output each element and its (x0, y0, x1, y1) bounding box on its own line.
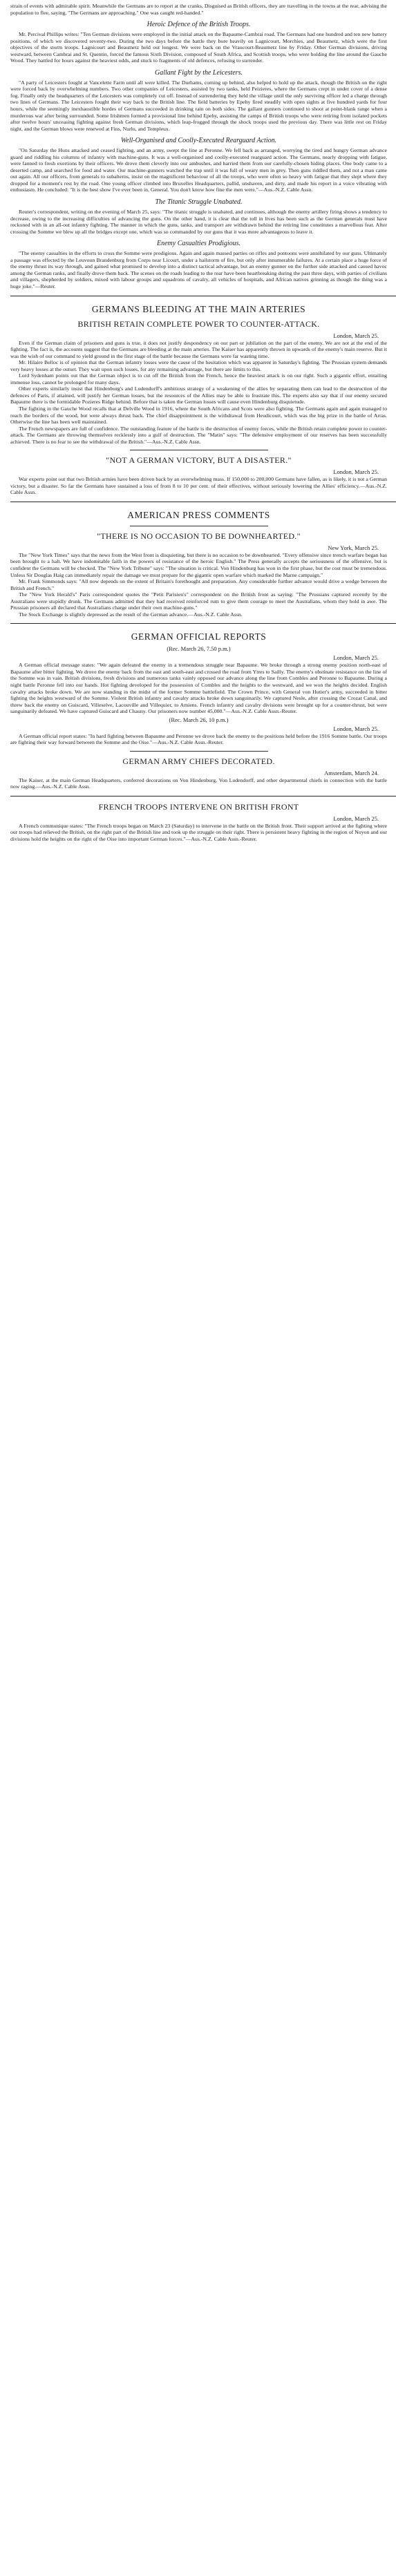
dateline-new-york: New York, March 25. (328, 544, 379, 551)
article-paragraph: The Stock Exchange is slightly depressed as the result of the German advance.—Aus.-N.Z. Cable Assn. (19, 611, 243, 618)
headline-german-official-reports: GERMAN OFFICIAL REPORTS (131, 631, 267, 642)
subheading-rearguard: Well-Organised and Coolly-Executed Rearguard Action. (120, 137, 277, 145)
intro-paragraph: strain of events with admirable spirit. Meanwhile the Germans are to report at the cranks, Disguised as British officers, they are travelling in the towns at the rear, advising the population to flee, saying, "The Germans are approaching." One was caught red-handed." (10, 3, 387, 16)
subheading-titanic-struggle: The Titanic Struggle Unabated. (155, 198, 243, 207)
section-divider (130, 751, 268, 752)
headline-american-press: AMERICAN PRESS COMMENTS (127, 509, 270, 520)
dateline-london: London, March 25. (333, 332, 379, 339)
dateline-london: London, March 25. (333, 725, 379, 732)
article-paragraph: The "New York Herald's" Paris correspondent quotes the "Petit Parisien's" correspondent on the British front as saying: "The Prussians captured recently by the Australians were stupidly drunk. The Germans admitted that they had received reinforced rum to give them courage to meet the Australians, whom they hold in awe. The Prussian prisoners all declared that Australians charge under their own machine-guns." (10, 591, 387, 611)
article-not-a-victory (10, 455, 387, 496)
article-paragraph: A French communique states: "The French troops began on March 23 (Saturday) to intervene in the battle on the British front. Their support arrived at the fighting where our troops had relieved the British, on the right part of the British line and took up the struggle on their right. There is persistent heavy fighting in the region of Noyon and our divisions hold the heights on the right of the Oise into important German forces."—Aus.-N.Z. Cable Assn.-Reuter. (10, 822, 387, 843)
article-french-troops (10, 802, 387, 843)
battle-report-continuation (10, 3, 387, 290)
paragraph-leicesters: "A party of Leicesters fought at Vancelette Farm until all were killed. The Durhams, coming up behind, also helped to hold up the attack, though the British on the right were forced back by overwhelming numbers. Two other companies of Leicesters, assisted by two tanks, held Peizieres, where the Germans crept in under cover of a dense fog. Finally only the headquarters of the Leicesters was completely cut off. Instead of surrendering they held the village until the only surviving officer led a charge through two lines of Germans. The Leicesters fought their way back to the British line. The field batteries by Epehy fired steadily with open sights at five hundred yards for four hours, while the seemingly inexhaustible hordes of Germans succeeded in drinking rain on both sides. The gallant gunners continued to shoot at point-blank range when a murderous war after being surrounded. Some Irishmen formed a provisional line behind Epehy, assisting the camps of British troops who were retiring from isolated pockets after twelve hours' unceasing fighting against fresh German divisions, which leap-frogged through the shock troops used the previous day. There was little rest on Friday night, and the German blows were renewed at Fins, Nurlu, and Templeux. (10, 79, 387, 132)
headline-not-a-victory: "NOT A GERMAN VICTORY, BUT A DISASTER." (106, 455, 292, 466)
headline-army-chiefs-decorated: GERMAN ARMY CHIEFS DECORATED. (122, 756, 275, 766)
article-paragraph: The French newspapers are full of confidence. The outstanding feature of the battle is the destruction of enemy forces, while the British retain complete power to counter-attack. The Germans are throwing themselves recklessly into a gulf of destruction. The "Matin" says: "The defensive employment of our reserves has been successfully achieved. There is no fear to see the withdrawal of the British."—Aus.-N.Z. Cable Assn. (10, 425, 387, 445)
article-paragraph: Mr. Hilaire Belloc is of opinion that the German infantry losses were the cause of the hesitation which was apparent in Saturday's fighting. The Prussian system demands very heavy losses at the outset. They wait upon such losses, for any remaining advantage, but there are limits to this. (10, 359, 387, 372)
article-paragraph: Mr. Frank Simmonds says: "All now depends on the extent of Britain's forethought and preparation. Any considerable further advance would drive a wedge between the British and French." (10, 578, 387, 591)
article-german-official-reports (10, 631, 387, 745)
dateline-london: London, March 25. (333, 654, 379, 662)
dateline-london: London, March 25. (333, 468, 379, 476)
subheading-heroic-defence: Heroic Defence of the British Troops. (147, 21, 251, 29)
article-paragraph: Other experts similarly insist that Hindenburg's and Ludendorff's ambitious strategy of a weakening of the allies by separating them can lead to the destruction of the defences of Paris, if attained, will justify her German losses, but the resources of the Allies may be able to frustrate this. The experts also say that if our enemy secured Bapaume there is the formidable Pozieres Ridge behind. Before that is taken the German losses will cause even Hindenburg disquietude. (10, 385, 387, 406)
headline-germans-bleeding: GERMANS BLEEDING AT THE MAIN ARTERIES (91, 303, 306, 314)
subheading-enemy-casualties: Enemy Casualties Prodigious. (156, 240, 241, 248)
dateline-amsterdam: Amsterdam, March 24. (324, 769, 379, 776)
headline-french-troops: FRENCH TROOPS INTERVENE ON BRITISH FRONT (98, 801, 299, 812)
article-army-chiefs-decorated (10, 756, 387, 790)
received-time: (Rec. March 26, 10 p.m.) (169, 716, 229, 723)
subheadline-british-retain: BRITISH RETAIN COMPLETE POWER TO COUNTER-ATTACK. (77, 318, 320, 329)
article-germans-bleeding (10, 303, 387, 446)
article-paragraph: The fighting in the Gauche Wood recalls that at Delville Wood in 1916, where the South Africans and Scots were also fighting. The Germans again and again managed to reach the borders of the wood, but were always thrust back. The chief disappointment is the withdrawal from Heudicourt, which was the big prize in the battle of Arras. Otherwise the line has been well maintained. (10, 405, 387, 426)
article-paragraph: War experts point out that two British armies have been driven back by an overwhelming mass. If 150,000 to 200,000 Germans have fallen, as is likely, it is not a German victory, but a disaster. So far the Germans have sustained a loss of from 8 to 10 per cent. of their effectives, without seriously lowering the Allies' efficiency.—Aus.-N.Z. Cable Assn. (10, 476, 387, 496)
article-paragraph: A German official report states: "In hard fighting between Bapaume and Peronne we drove back the enemy to the positions held before the 1916 Somme battle. Our troops are fighting their way forward between the Somme and the Oise."—Aus.-N.Z. Cable Assn.-Reuter. (10, 732, 387, 746)
subheading-leicesters: Gallant Fight by the Leicesters. (155, 68, 243, 77)
paragraph-rearguard: "On Saturday the Huns attacked and ceased fighting, and an army, swept the line at Peronne. We fell back as arranged, worrying the tired and hungry German advance guard and riddling his columns of infantry with machine-guns. It was a well-organised and coolly-executed rearguard action. The Germans, nearly dropping with fatigue, were fanned to fresh exertions by their officers. We drove them cleverly into our ambushes, and harried them from our carefully-chosen hiding places. One body came to a deserted camp, and searched for food and water. Our machine-gunners watched the trap until it was full of weary men in grey. Then guns riddled them, and not a man came out again. All our officers, from generals to subalterns, insist on the magnificent behaviour of all the troops, who were often so heavy with fatigue that they slept where they dropped for a moment's rest by the road. One young officer climbed into Bruxelles Headquarters, pallid, unshaven, and dirty, and made his report in a voice vibrating with enthusiasm. He concluded: "It is the best show I've ever been in, General. You don't know how fine the men were."—Aus.-N.Z. Cable Assn. (10, 147, 387, 193)
section-divider (10, 623, 396, 624)
article-paragraph: The "New York Times" says that the news from the West front is disquieting, but there is no occasion to be downhearted. "Every offensive since trench warfare began has been brought to a halt. We have indomitable faith in the powers of resistance of the heroic English." The Press generally accepts the seriousness of the offensive, but is confident the Germans will be checked. The "New York Tribune" says: "The situation is critical. Von Hindenburg has won in the first phase, but the cost must be tremendous. Unless Sir Douglas Haig can immediately repair the damage we must prepare for the gigantic open warfare which marked the Marne campaign." (10, 551, 387, 578)
article-american-press (10, 509, 387, 618)
article-paragraph: Even if the German claim of prisoners and guns is true, it does not justify despondency on our part or jubilation on the part of the enemy. We are not at the end of the fighting. The fact is, the accounts suggest that the Germans are bleeding at the main arteries. The Kaiser has apparently thrown in upwards of the enemy's main reserve. But it was the wish of our command to yield ground in the first stage of the battle because the Germans were far wasting time. (10, 339, 387, 359)
paragraph-titanic-struggle: Reuter's correspondent, writing on the evening of March 25, says: "The titanic struggle is unabated, and continues, although the enemy artillery firing shows a tendency to decrease, owing to the increasing difficulties of advancing the guns. On the other hand, it is clear that the toll in lives has been such as the German generals must have reckoned with in an all-out infantry fighting. The manner in which the guns, tanks, and transport are withdrawn behind the retiring line constitutes a marvellous feat. After crossing the Somme we blew up all the bridges except one, which was so commanded by our guns that it was more advantageous to leave it. (10, 209, 387, 235)
paragraph-enemy-casualties: "The enemy casualties in the efforts to cross the Somme were prodigious. Again and again massed parties on rifles and pontoons were annihilated by our guns. Ultimately a passage was effected by the Leuvoun Brandenburg from Corps near Licourt, under a hailstorm of fire, but only after innumerable failures. At a certain place a huge force of the enemy thrust its way through, and gained what promised to develop into a distinct tactical advantage, but an enemy gunner on the further side attacked and caused havoc among the German ranks, and finally drove them back. The scenes on the roads leading to the rear have been heartbreaking during the past three days, with parties of civilians and villagers, shepherded by soldiers, mixed with labour groups and squadrons of cavalry, all vehicles of hospitals, and African natives grinning as though the thing was a huge joke."—Reuter. (10, 250, 387, 289)
paragraph-heroic-defence: Mr. Percival Phillips writes: "Ten German divisions were employed in the initial attack on the Bapaume-Cambrai road. The Germans had one hundred and ten new battery positions, of which we discovered seventy-two. During the two days before the battle they bore heavily on Lagnicourt, Morchies, and Beaumetz, which were the first objectives of the storm troops. Lagnicourt and Beaumetz held out longest. We were back on the Vraucourt-Beaumetz line by Friday. Other German divisions, driving westward, between Cambrai and St. Quentin, forced the famous Sixth Division, composed of South Africa, and Scottish troops, who were holding the line around the Gauche Wood. They battled for hours against the heaviest odds, and stuck to fragments of old defences, refusing to surrender. (10, 31, 387, 64)
received-time: (Rec. March 26, 7.50 p.m.) (167, 645, 231, 653)
article-paragraph: Lord Sydenham points out that the German object is to cut off the British from the French, hence the heaviest attack is on our right. Such a gigantic effort, entailing immense loss, cannot be prolonged for many days. (10, 372, 387, 385)
article-paragraph: A German official message states: "We again defeated the enemy in a tremendous struggle near Bapaume. We broke through a strong enemy position north-east of Bapaume after bitter fighting. We drove the enemy back from the east and south-east and crossed the road from Ytres to Sailly. The enemy's obstinate resistance on the line of the Somme was in vain. British divisions, fresh divisions and numerous tanks vainly opposed our advance along the line from Combles and Peronne to Bapaume. During a night battle Peronne fell into our hands. Hot fighting developed for the possession of Combles and the heights to the westward, and we won the heights decided. English cavalry attacks broke down. We are now standing in the midst of the former Somme battlefield. The Crown Prince, with General von Hutier's army, succeeded in bitter fighting the heights westward of the Somme. Violent British infantry and cavalry attacks broke down sanguinarily. We captured Nesle, after crossing the Crozat Canal, and threw back the enemy on Guiscard, Villeselve, Lacouville and Villequier, to Amiens. French infantry and cavalry divisions were brought up for a counter-thrust, but were sanguinarily defeated. We have captured Guiscard and Chauny. Our prisoners now number 45,000."—Aus.-N.Z. Cable Assn.-Reuter. (10, 662, 387, 715)
article-paragraph: The Kaiser, at the main German Headquarters, conferred decorations on Von Hindenburg, Von Ludendorff, and other departmental chiefs in connection with the battle now raging.—Aus.-N.Z. Cable Assn. (10, 776, 387, 790)
subheadline-no-occasion: "THERE IS NO OCCASION TO BE DOWNHEARTED." (97, 531, 301, 541)
dateline-london: London, March 25. (333, 814, 379, 822)
